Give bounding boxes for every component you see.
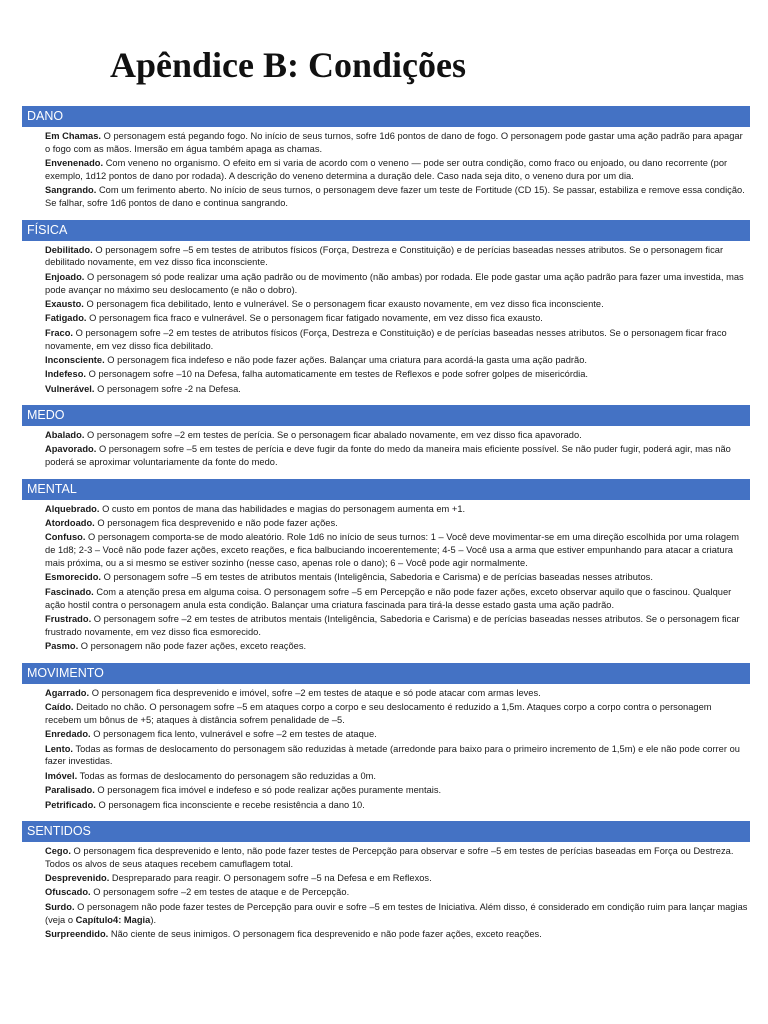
condition-description: O personagem sofre –10 na Defesa, falha automaticamente em testes de Reflexos e pode sofrer golpes de misericórdia.: [86, 369, 589, 380]
section-spacer: [22, 471, 750, 479]
condition-term: Pasmo.: [45, 641, 79, 652]
condition-entry: [45, 271, 750, 297]
section-spacer: [22, 397, 750, 405]
condition-description: O personagem fica desprevenido e imóvel, sofre –2 em testes de ataque e só pode atacar com armas leves.: [89, 687, 541, 698]
condition-description: O personagem sofre –5 em testes de atributos físicos (Força, Destreza e Constituição) e de perícias baseadas nesses atributos. Se o personagem ficar debilitado novamente, em vez disso fica inconsciente.: [45, 244, 724, 268]
condition-entry: [45, 728, 750, 741]
section-spacer: [22, 212, 750, 220]
section-header-3: MENTAL: [22, 479, 750, 500]
condition-description: Com veneno no organismo. O efeito em si varia de acordo com o veneno — pode ser outra condição, como fraco ou enjoado, ou dano recorrente (por exemplo, 1d12 pontos de dano por rodada). A descrição do veneno determina a duração dele. Caso nada seja dito, o veneno dura por um dia.: [45, 158, 728, 181]
condition-term: Abalado.: [45, 430, 85, 441]
condition-description: O personagem fica indefeso e não pode fazer ações. Balançar uma criatura para acordá-la gasta uma ação padrão.: [104, 354, 588, 365]
condition-description: O personagem sofre –5 em testes de atributos mentais (Inteligência, Sabedoria e Carisma) e de perícias baseadas nesses atributos.: [101, 572, 653, 583]
condition-entry: [45, 184, 750, 210]
condition-description: O personagem fica lento, vulnerável e sofre –2 em testes de ataque.: [90, 729, 377, 740]
condition-description: O personagem fica desprevenido e lento, não pode fazer testes de Percepção para observar e sofre –5 em testes de perícias baseadas em Força ou Destreza. Todos os alvos de seus ataques recebem camuflagem total.: [45, 845, 734, 869]
condition-description: O personagem sofre –2 em testes de perícia. Se o personagem ficar abalado novamente, em vez disso fica apavorado.: [84, 430, 582, 441]
condition-entry: [45, 872, 750, 885]
condition-term: Alquebrado.: [45, 503, 100, 514]
condition-term: Atordoado.: [45, 518, 95, 529]
section-header-5: SENTIDOS: [22, 821, 750, 842]
condition-description: O personagem comporta-se de modo aleatório. Role 1d6 no início de seus turnos: 1 – Você deve movimentar-se em uma direção escolhida por uma rolagem de 1d8; 2-3 – Você não pode fazer ações, exceto reações, e fica balbuciando incoerentemente; 4-5 – Você usa a arma que estiver empunhando para atacar a criatura mais próxima, ou a si mesmo se estiver sozinho (nesse caso, apenas role o dano); 6 – Você pode agir normalmente.: [45, 532, 740, 569]
condition-entry: [45, 443, 750, 469]
section-header-1: FÍSICA: [22, 220, 750, 241]
condition-description: O personagem sofre –2 em testes de atributos físicos (Força, Destreza e Constituição) e de perícias baseadas nesses atributos. Se o personagem ficar fraco novamente, em vez disso fica debilitado.: [45, 327, 727, 351]
condition-description: O personagem não pode fazer ações, exceto reações.: [78, 641, 307, 652]
condition-term: Envenenado.: [45, 158, 104, 169]
section-header-0: DANO: [22, 106, 750, 127]
condition-description: Não ciente de seus inimigos. O personagem fica desprevenido e não pode fazer ações, exceto reações.: [108, 929, 542, 940]
condition-entry: [45, 354, 750, 367]
condition-description: O personagem fica desprevenido e não pode fazer ações.: [94, 518, 338, 529]
condition-entry: [45, 130, 750, 156]
condition-description: O personagem sofre –2 em testes de ataque e de Percepção.: [90, 887, 350, 898]
condition-entry: [45, 613, 750, 639]
condition-entry: [45, 327, 750, 353]
condition-description: O personagem sofre -2 na Defesa.: [94, 383, 241, 394]
condition-entry: [45, 687, 750, 700]
condition-term: Esmorecido.: [45, 572, 102, 583]
condition-entry: [45, 429, 750, 442]
condition-description: Todas as formas de deslocamento do personagem são reduzidas a 0m.: [77, 770, 377, 781]
condition-term: Fatigado.: [45, 313, 87, 324]
condition-term: Surpreendido.: [45, 929, 109, 940]
condition-entry: [45, 586, 750, 612]
condition-term: Indefeso.: [45, 369, 86, 380]
condition-description: O personagem sofre –2 em testes de atributos mentais (Inteligência, Sabedoria e Carisma) e de perícias baseadas nesses atributos. Se o personagem ficar frustrado novamente, em vez disso fica esmorecido.: [45, 614, 740, 637]
condition-entry: [45, 799, 750, 812]
section-items: [22, 426, 750, 469]
condition-entry: [45, 743, 750, 769]
condition-term: Fascinado.: [45, 586, 94, 597]
condition-term: Apavorado.: [45, 444, 97, 455]
condition-entry: [45, 845, 750, 871]
condition-description: O personagem fica inconsciente e recebe resistência a dano 10.: [95, 799, 365, 810]
condition-term: Em Chamas.: [45, 131, 102, 141]
condition-description: Todas as formas de deslocamento do personagem são reduzidas à metade (arredonde para baixo para o primeiro incremento de 1,5m) e ele não pode correr ou fazer investidas.: [45, 743, 740, 767]
chapter-reference: Capítulo4: Magia: [75, 914, 151, 925]
condition-term: Paralisado.: [45, 785, 95, 796]
condition-term: Fraco.: [45, 327, 74, 338]
page-title: Apêndice B: Condições: [110, 45, 467, 85]
condition-term: Confuso.: [45, 532, 86, 543]
condition-term: Imóvel.: [45, 770, 78, 781]
condition-entry: [45, 928, 750, 941]
condition-description: O personagem não pode fazer testes de Percepção para ouvir e sofre –5 em testes de Iniciativa. Além disso, é considerado em condição ruim para lançar magias (veja o: [45, 901, 748, 925]
condition-description: Despreparado para reagir. O personagem sofre –5 na Defesa e em Reflexos.: [109, 873, 432, 884]
condition-entry: [45, 157, 750, 183]
condition-description: O custo em pontos de mana das habilidades e magias do personagem aumenta em +1.: [99, 503, 466, 514]
condition-entry: [45, 770, 750, 783]
condition-description-tail: ).: [150, 914, 157, 925]
condition-entry: [45, 640, 750, 653]
section-header-2: MEDO: [22, 405, 750, 426]
condition-description: Com a atenção presa em alguma coisa. O personagem sofre –5 em Percepção e não pode fazer ações, exceto observar aquilo que o fascinou. Qualquer ação hostil contra o personagem anula esta condição. Balançar uma criatura fascinada para tirá-la desse estado gasta uma ação padrão.: [45, 586, 732, 610]
condition-entry: [45, 886, 750, 899]
condition-entry: [45, 517, 750, 530]
conditions-list: [22, 106, 750, 942]
section-items: [22, 500, 750, 653]
condition-description: O personagem fica fraco e vulnerável. Se o personagem ficar fatigado novamente, em vez disso fica exausto.: [86, 313, 543, 324]
condition-term: Enjoado.: [45, 271, 85, 282]
condition-term: Petrificado.: [45, 799, 96, 810]
condition-term: Sangrando.: [45, 185, 97, 196]
condition-description: Com um ferimento aberto. No início de seus turnos, o personagem deve fazer um teste de Fortitude (CD 15). Se passar, estabiliza e remove essa condição. Se falhar, sofre 1d6 pontos de dano e continua sangrando.: [45, 185, 745, 209]
condition-description: O personagem está pegando fogo. No início de seus turnos, sofre 1d6 pontos de dano de fogo. O personagem pode gastar uma ação padrão para apagar o fogo com as mãos. Imersão em água também apaga as chamas.: [45, 131, 743, 154]
condition-entry: [45, 701, 750, 727]
condition-description: O personagem fica imóvel e indefeso e só pode realizar ações puramente mentais.: [94, 785, 442, 796]
condition-entry: [45, 571, 750, 584]
condition-description: O personagem fica debilitado, lento e vulnerável. Se o personagem ficar exausto novamente, em vez disso fica inconsciente.: [83, 298, 604, 309]
condition-term: Enredado.: [45, 729, 91, 740]
section-spacer: [22, 655, 750, 663]
condition-term: Caído.: [45, 701, 74, 712]
condition-entry: [45, 901, 750, 927]
condition-term: Frustrado.: [45, 614, 92, 624]
section-items: [22, 127, 750, 210]
section-header-4: MOVIMENTO: [22, 663, 750, 684]
condition-entry: [45, 531, 750, 569]
condition-entry: [45, 784, 750, 797]
condition-entry: [45, 503, 750, 516]
condition-entry: [45, 244, 750, 270]
section-spacer: [22, 813, 750, 821]
condition-term: Surdo.: [45, 901, 75, 912]
section-items: [22, 241, 750, 396]
condition-term: Agarrado.: [45, 687, 90, 698]
condition-entry: [45, 368, 750, 381]
condition-entry: [45, 383, 750, 396]
condition-term: Ofuscado.: [45, 887, 91, 898]
condition-description: O personagem sofre –5 em testes de perícia e deve fugir da fonte do medo da maneira mais eficiente possível. Se não puder fugir, poderá agir, mas não poderá se aproximar voluntariamente da fonte do medo.: [45, 444, 731, 468]
condition-term: Debilitado.: [45, 244, 93, 255]
condition-description: Deitado no chão. O personagem sofre –5 em ataques corpo a corpo e seu deslocamento é reduzido a 1,5m. Ataques corpo a corpo contra o personagem recebem um bônus de +5; ataques à distância sofrem penalidade de –5.: [45, 701, 712, 725]
condition-term: Vulnerável.: [45, 383, 95, 394]
condition-entry: [45, 312, 750, 325]
condition-term: Exausto.: [45, 298, 84, 309]
condition-term: Desprevenido.: [45, 873, 110, 884]
condition-entry: [45, 298, 750, 311]
condition-term: Cego.: [45, 845, 71, 856]
section-items: [22, 842, 750, 941]
section-items: [22, 684, 750, 812]
condition-term: Inconsciente.: [45, 354, 105, 365]
condition-term: Lento.: [45, 743, 74, 754]
condition-description: O personagem só pode realizar uma ação padrão ou de movimento (não ambas) por rodada. Ele pode gastar uma ação padrão para fazer uma investida, mas pode avançar no máximo seu deslocamento (e não o dobro).: [45, 271, 744, 295]
